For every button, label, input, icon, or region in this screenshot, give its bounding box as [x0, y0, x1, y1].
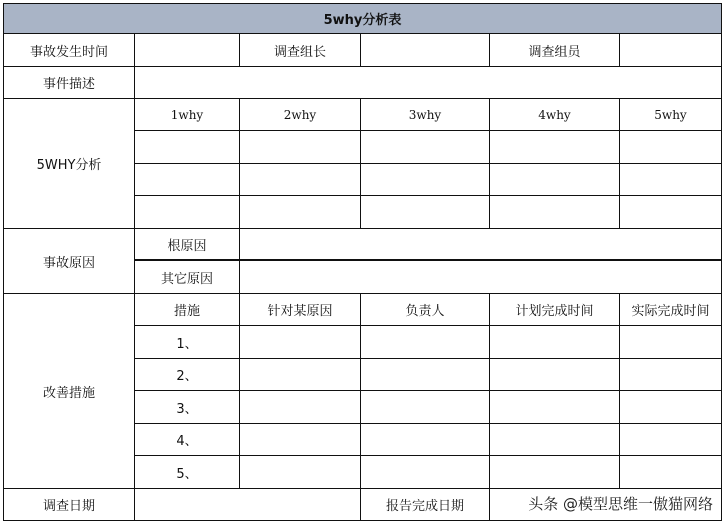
why-cell[interactable]: [135, 196, 240, 229]
improve-cell[interactable]: [620, 391, 722, 424]
report-date-label: 报告完成日期: [361, 489, 490, 521]
improve-cell[interactable]: [240, 391, 361, 424]
improve-cell[interactable]: [490, 456, 620, 489]
improve-cell[interactable]: [240, 326, 361, 359]
why-header-5: 5why: [620, 99, 722, 131]
why-cell[interactable]: [240, 131, 361, 164]
improve-cell[interactable]: [361, 391, 490, 424]
root-cause-label: 根原因: [135, 229, 240, 261]
why-cell[interactable]: [361, 196, 490, 229]
improve-header-target-cause: 针对某原因: [240, 294, 361, 326]
improve-cell[interactable]: [361, 424, 490, 456]
accident-time-value[interactable]: [135, 34, 240, 67]
accident-time-label: 事故发生时间: [3, 34, 135, 67]
table-title: 5why分析表: [3, 3, 722, 34]
improve-label: 改善措施: [3, 294, 135, 489]
improve-cell[interactable]: [490, 391, 620, 424]
improve-cell[interactable]: [490, 326, 620, 359]
five-why-label: 5WHY分析: [3, 99, 135, 229]
improve-cell[interactable]: [361, 456, 490, 489]
team-lead-value[interactable]: [361, 34, 490, 67]
why-cell[interactable]: [240, 164, 361, 196]
improve-row-num: 2、: [135, 359, 240, 391]
improve-cell[interactable]: [361, 326, 490, 359]
team-member-value[interactable]: [620, 34, 722, 67]
improve-cell[interactable]: [240, 359, 361, 391]
watermark: 头条 @模型思维一傲猫网络: [528, 495, 713, 513]
improve-cell[interactable]: [620, 456, 722, 489]
improve-row-num: 5、: [135, 456, 240, 489]
team-member-label: 调查组员: [490, 34, 620, 67]
improve-row-num: 4、: [135, 424, 240, 456]
why-cell[interactable]: [620, 196, 722, 229]
improve-header-actual: 实际完成时间: [620, 294, 722, 326]
team-lead-label: 调查组长: [240, 34, 361, 67]
improve-cell[interactable]: [240, 424, 361, 456]
other-cause-label: 其它原因: [135, 261, 240, 294]
why-header-3: 3why: [361, 99, 490, 131]
why-cell[interactable]: [135, 164, 240, 196]
improve-row-num: 1、: [135, 326, 240, 359]
investigate-date-label: 调查日期: [3, 489, 135, 521]
improve-cell[interactable]: [620, 326, 722, 359]
why-cell[interactable]: [361, 131, 490, 164]
why-cell[interactable]: [620, 131, 722, 164]
why-cell[interactable]: [135, 131, 240, 164]
improve-cell[interactable]: [490, 359, 620, 391]
improve-cell[interactable]: [620, 359, 722, 391]
improve-cell[interactable]: [361, 359, 490, 391]
why-cell[interactable]: [490, 131, 620, 164]
why-header-1: 1why: [135, 99, 240, 131]
root-cause-value[interactable]: [240, 229, 722, 261]
improve-cell[interactable]: [490, 424, 620, 456]
improve-header-planned: 计划完成时间: [490, 294, 620, 326]
why-header-2: 2why: [240, 99, 361, 131]
why-cell[interactable]: [240, 196, 361, 229]
why-cell[interactable]: [361, 164, 490, 196]
cause-label: 事故原因: [3, 229, 135, 294]
why-cell[interactable]: [490, 196, 620, 229]
event-desc-value[interactable]: [135, 67, 722, 99]
other-cause-value[interactable]: [240, 261, 722, 294]
why-cell[interactable]: [490, 164, 620, 196]
improve-cell[interactable]: [240, 456, 361, 489]
why-cell[interactable]: [620, 164, 722, 196]
event-desc-label: 事件描述: [3, 67, 135, 99]
investigate-date-value[interactable]: [135, 489, 361, 521]
improve-header-measure: 措施: [135, 294, 240, 326]
why-header-4: 4why: [490, 99, 620, 131]
improve-row-num: 3、: [135, 391, 240, 424]
improve-cell[interactable]: [620, 424, 722, 456]
improve-header-owner: 负责人: [361, 294, 490, 326]
